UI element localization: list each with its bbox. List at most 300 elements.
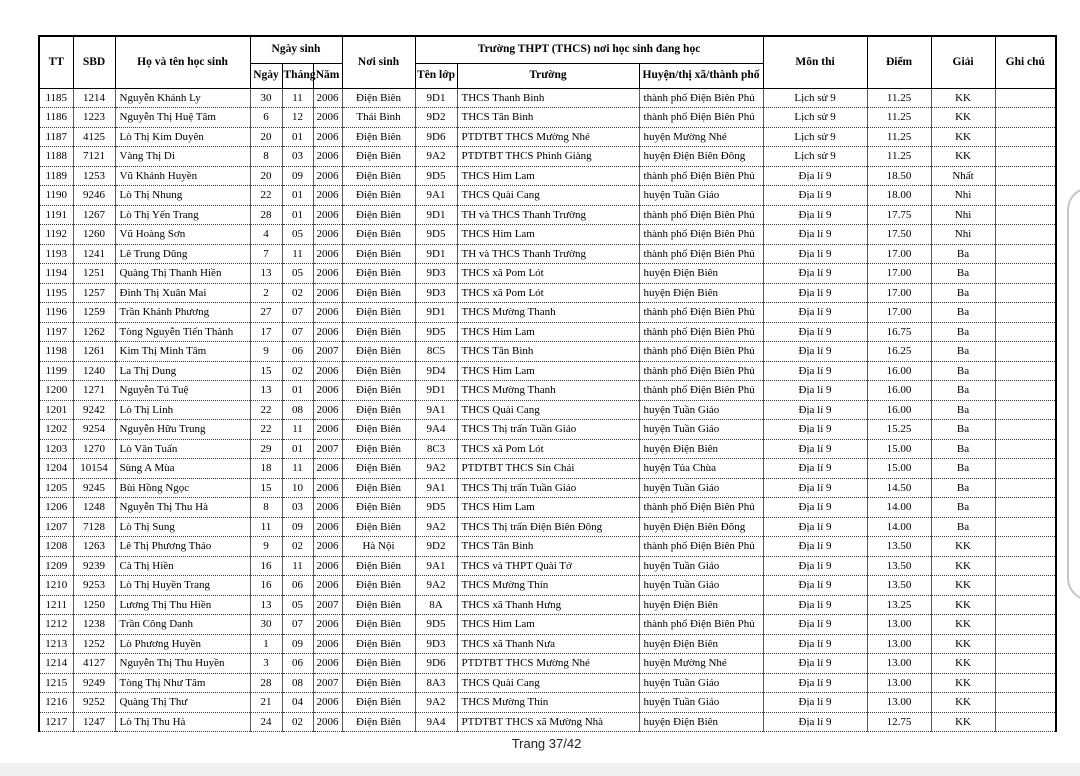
prize-cell: Ba (931, 459, 995, 479)
birth-year-cell: 2006 (313, 225, 342, 245)
birth-month-cell: 09 (282, 166, 313, 186)
birth-month-cell: 05 (282, 264, 313, 284)
class-cell: 9A1 (415, 400, 457, 420)
school-cell: THCS Him Lam (457, 166, 639, 186)
class-cell: 9D1 (415, 88, 457, 108)
table-row (39, 654, 1056, 674)
sbd-cell: 1223 (73, 108, 115, 128)
birth-year-cell: 2006 (313, 147, 342, 167)
name-cell: Trần Công Danh (115, 615, 250, 635)
name-cell: Vũ Hoàng Sơn (115, 225, 250, 245)
birth-day-cell: 28 (250, 205, 282, 225)
sbd-cell: 1257 (73, 283, 115, 303)
school-cell: THCS Thị trấn Điện Biên Đông (457, 517, 639, 537)
tt-cell: 1203 (39, 439, 73, 459)
birth-month-cell: 01 (282, 127, 313, 147)
birthplace-cell: Hà Nội (342, 537, 415, 557)
tt-cell: 1198 (39, 342, 73, 362)
school-cell: THCS Him Lam (457, 615, 639, 635)
prize-cell: KK (931, 556, 995, 576)
subject-cell: Lịch sử 9 (763, 108, 867, 128)
sbd-cell: 10154 (73, 459, 115, 479)
table-row (39, 283, 1056, 303)
birth-day-cell: 21 (250, 693, 282, 713)
subject-cell: Địa lí 9 (763, 420, 867, 440)
prize-cell: Nhất (931, 166, 995, 186)
subject-cell: Địa lí 9 (763, 225, 867, 245)
district-cell: thành phố Điện Biên Phủ (639, 615, 763, 635)
name-cell: Tòng Thị Như Tâm (115, 673, 250, 693)
birthplace-cell: Điện Biên (342, 439, 415, 459)
note-cell (995, 283, 1056, 303)
class-cell: 9D4 (415, 361, 457, 381)
birthplace-cell: Thái Bình (342, 108, 415, 128)
birthplace-cell: Điện Biên (342, 712, 415, 732)
birth-year-cell: 2006 (313, 420, 342, 440)
sbd-cell: 9245 (73, 478, 115, 498)
tt-cell: 1186 (39, 108, 73, 128)
scrollbar-thumb[interactable] (1067, 187, 1080, 601)
birth-year-cell: 2006 (313, 88, 342, 108)
note-cell (995, 498, 1056, 518)
sbd-cell: 9239 (73, 556, 115, 576)
sbd-cell: 1267 (73, 205, 115, 225)
header-school-group: Trường THPT (THCS) nơi học sinh đang học (415, 36, 763, 63)
prize-cell: KK (931, 595, 995, 615)
note-cell (995, 225, 1056, 245)
birth-year-cell: 2006 (313, 693, 342, 713)
note-cell (995, 595, 1056, 615)
prize-cell: Ba (931, 303, 995, 323)
school-cell: PTDTBT THCS Mường Nhé (457, 654, 639, 674)
prize-cell: Nhì (931, 205, 995, 225)
note-cell (995, 147, 1056, 167)
score-cell: 17.00 (867, 264, 931, 284)
class-cell: 9D2 (415, 537, 457, 557)
tt-cell: 1185 (39, 88, 73, 108)
name-cell: Quàng Thị Thanh Hiền (115, 264, 250, 284)
class-cell: 9D3 (415, 283, 457, 303)
school-cell: THCS Him Lam (457, 225, 639, 245)
subject-cell: Địa lí 9 (763, 244, 867, 264)
subject-cell: Địa lí 9 (763, 673, 867, 693)
birth-year-cell: 2006 (313, 322, 342, 342)
score-cell: 14.50 (867, 478, 931, 498)
subject-cell: Lịch sử 9 (763, 127, 867, 147)
tt-cell: 1187 (39, 127, 73, 147)
name-cell: Lò Thị Yến Trang (115, 205, 250, 225)
name-cell: Lê Thị Phương Thảo (115, 537, 250, 557)
table-row (39, 517, 1056, 537)
district-cell: thành phố Điện Biên Phủ (639, 303, 763, 323)
birth-year-cell: 2006 (313, 381, 342, 401)
prize-cell: Ba (931, 342, 995, 362)
tt-cell: 1212 (39, 615, 73, 635)
name-cell: Sùng A Mùa (115, 459, 250, 479)
district-cell: thành phố Điện Biên Phủ (639, 322, 763, 342)
birthplace-cell: Điện Biên (342, 166, 415, 186)
page-number-label: Trang 37/42 (511, 736, 582, 751)
note-cell (995, 576, 1056, 596)
name-cell: Nguyễn Tú Tuệ (115, 381, 250, 401)
note-cell (995, 127, 1056, 147)
table-row (39, 303, 1056, 323)
subject-cell: Địa lí 9 (763, 361, 867, 381)
birth-day-cell: 20 (250, 166, 282, 186)
class-cell: 9D1 (415, 205, 457, 225)
school-cell: THCS Him Lam (457, 498, 639, 518)
subject-cell: Địa lí 9 (763, 264, 867, 284)
birth-month-cell: 09 (282, 517, 313, 537)
birth-year-cell: 2006 (313, 517, 342, 537)
birth-year-cell: 2006 (313, 283, 342, 303)
tt-cell: 1195 (39, 283, 73, 303)
score-cell: 15.00 (867, 439, 931, 459)
sbd-cell: 1270 (73, 439, 115, 459)
birthplace-cell: Điện Biên (342, 127, 415, 147)
note-cell (995, 654, 1056, 674)
birth-month-cell: 02 (282, 283, 313, 303)
tt-cell: 1209 (39, 556, 73, 576)
score-cell: 14.00 (867, 517, 931, 537)
score-cell: 14.00 (867, 498, 931, 518)
district-cell: huyện Điện Biên (639, 712, 763, 732)
prize-cell: KK (931, 108, 995, 128)
school-cell: THCS và THPT Quài Tở (457, 556, 639, 576)
school-cell: THCS Quài Cang (457, 673, 639, 693)
header-birth-group: Ngày sinh (250, 36, 342, 63)
district-cell: thành phố Điện Biên Phủ (639, 244, 763, 264)
birthplace-cell: Điện Biên (342, 283, 415, 303)
score-cell: 17.00 (867, 303, 931, 323)
note-cell (995, 381, 1056, 401)
tt-cell: 1210 (39, 576, 73, 596)
birth-month-cell: 08 (282, 673, 313, 693)
prize-cell: Ba (931, 361, 995, 381)
school-cell: THCS Thị trấn Tuần Giáo (457, 478, 639, 498)
class-cell: 9D3 (415, 634, 457, 654)
tt-cell: 1190 (39, 186, 73, 206)
birthplace-cell: Điện Biên (342, 420, 415, 440)
subject-cell: Địa lí 9 (763, 498, 867, 518)
school-cell: THCS Him Lam (457, 322, 639, 342)
birth-day-cell: 7 (250, 244, 282, 264)
birthplace-cell: Điện Biên (342, 517, 415, 537)
subject-cell: Địa lí 9 (763, 634, 867, 654)
prize-cell: Nhì (931, 225, 995, 245)
district-cell: huyện Mường Nhé (639, 654, 763, 674)
score-cell: 13.00 (867, 615, 931, 635)
birthplace-cell: Điện Biên (342, 576, 415, 596)
class-cell: 9D1 (415, 244, 457, 264)
name-cell: Đinh Thị Xuân Mai (115, 283, 250, 303)
district-cell: thành phố Điện Biên Phủ (639, 108, 763, 128)
sbd-cell: 9253 (73, 576, 115, 596)
table-body (39, 88, 1056, 732)
note-cell (995, 264, 1056, 284)
name-cell: Cà Thị Hiền (115, 556, 250, 576)
score-cell: 13.00 (867, 634, 931, 654)
school-cell: THCS Thị trấn Tuần Giáo (457, 420, 639, 440)
table-row (39, 186, 1056, 206)
note-cell (995, 537, 1056, 557)
birth-year-cell: 2006 (313, 478, 342, 498)
district-cell: huyện Điện Biên (639, 634, 763, 654)
class-cell: 8C5 (415, 342, 457, 362)
tt-cell: 1208 (39, 537, 73, 557)
birth-month-cell: 10 (282, 478, 313, 498)
subject-cell: Địa lí 9 (763, 400, 867, 420)
birth-day-cell: 6 (250, 108, 282, 128)
tt-cell: 1199 (39, 361, 73, 381)
tt-cell: 1194 (39, 264, 73, 284)
table-row (39, 244, 1056, 264)
table-row (39, 498, 1056, 518)
note-cell (995, 693, 1056, 713)
birth-day-cell: 13 (250, 595, 282, 615)
subject-cell: Địa lí 9 (763, 283, 867, 303)
class-cell: 9D5 (415, 498, 457, 518)
birth-year-cell: 2007 (313, 342, 342, 362)
birth-month-cell: 03 (282, 147, 313, 167)
birthplace-cell: Điện Biên (342, 205, 415, 225)
score-cell: 13.00 (867, 673, 931, 693)
prize-cell: KK (931, 615, 995, 635)
bottom-bar (0, 763, 1080, 776)
prize-cell: Ba (931, 244, 995, 264)
prize-cell: Ba (931, 400, 995, 420)
table-row (39, 127, 1056, 147)
class-cell: 8C3 (415, 439, 457, 459)
district-cell: huyện Tuần Giáo (639, 673, 763, 693)
sbd-cell: 7128 (73, 517, 115, 537)
prize-cell: Nhì (931, 186, 995, 206)
class-cell: 9A2 (415, 693, 457, 713)
subject-cell: Địa lí 9 (763, 615, 867, 635)
tt-cell: 1213 (39, 634, 73, 654)
prize-cell: KK (931, 127, 995, 147)
note-cell (995, 400, 1056, 420)
district-cell: thành phố Điện Biên Phủ (639, 342, 763, 362)
school-cell: THCS Quài Cang (457, 186, 639, 206)
birth-month-cell: 02 (282, 537, 313, 557)
note-cell (995, 712, 1056, 732)
sbd-cell: 1252 (73, 634, 115, 654)
class-cell: 9D5 (415, 322, 457, 342)
district-cell: huyện Tuần Giáo (639, 186, 763, 206)
birth-day-cell: 22 (250, 186, 282, 206)
sbd-cell: 1240 (73, 361, 115, 381)
sbd-cell: 7121 (73, 147, 115, 167)
tt-cell: 1189 (39, 166, 73, 186)
sbd-cell: 1253 (73, 166, 115, 186)
birthplace-cell: Điện Biên (342, 342, 415, 362)
birthplace-cell: Điện Biên (342, 498, 415, 518)
school-cell: THCS Him Lam (457, 361, 639, 381)
score-cell: 17.75 (867, 205, 931, 225)
class-cell: 9D6 (415, 654, 457, 674)
note-cell (995, 322, 1056, 342)
class-cell: 9A1 (415, 186, 457, 206)
school-cell: THCS xã Pom Lót (457, 283, 639, 303)
district-cell: thành phố Điện Biên Phủ (639, 166, 763, 186)
birth-year-cell: 2006 (313, 537, 342, 557)
prize-cell: KK (931, 673, 995, 693)
birth-month-cell: 06 (282, 654, 313, 674)
birthplace-cell: Điện Biên (342, 693, 415, 713)
header-district: Huyện/thị xã/thành phố (639, 63, 763, 88)
table-row (39, 225, 1056, 245)
birthplace-cell: Điện Biên (342, 654, 415, 674)
score-cell: 16.00 (867, 381, 931, 401)
birth-year-cell: 2006 (313, 127, 342, 147)
class-cell: 9D1 (415, 303, 457, 323)
sbd-cell: 1247 (73, 712, 115, 732)
birth-day-cell: 18 (250, 459, 282, 479)
district-cell: huyện Tủa Chùa (639, 459, 763, 479)
school-cell: TH và THCS Thanh Trường (457, 244, 639, 264)
tt-cell: 1191 (39, 205, 73, 225)
note-cell (995, 108, 1056, 128)
class-cell: 9D5 (415, 225, 457, 245)
sbd-cell: 9246 (73, 186, 115, 206)
birthplace-cell: Điện Biên (342, 400, 415, 420)
district-cell: thành phố Điện Biên Phủ (639, 361, 763, 381)
note-cell (995, 361, 1056, 381)
class-cell: 9D6 (415, 127, 457, 147)
birth-day-cell: 13 (250, 264, 282, 284)
school-cell: THCS Mường Thín (457, 693, 639, 713)
sbd-cell: 1271 (73, 381, 115, 401)
birth-day-cell: 11 (250, 517, 282, 537)
school-cell: PTDTBT THCS Phình Giàng (457, 147, 639, 167)
score-cell: 16.00 (867, 400, 931, 420)
table-row (39, 166, 1056, 186)
school-cell: THCS Thanh Bình (457, 88, 639, 108)
birth-month-cell: 01 (282, 381, 313, 401)
table-row (39, 439, 1056, 459)
birthplace-cell: Điện Biên (342, 634, 415, 654)
school-cell: THCS Tân Bình (457, 108, 639, 128)
sbd-cell: 9252 (73, 693, 115, 713)
birth-year-cell: 2006 (313, 303, 342, 323)
table-row (39, 361, 1056, 381)
header-day: Ngày (250, 63, 282, 88)
district-cell: huyện Điện Biên (639, 595, 763, 615)
table-row (39, 556, 1056, 576)
subject-cell: Địa lí 9 (763, 576, 867, 596)
birth-year-cell: 2006 (313, 654, 342, 674)
birth-day-cell: 1 (250, 634, 282, 654)
subject-cell: Địa lí 9 (763, 439, 867, 459)
birth-year-cell: 2006 (313, 498, 342, 518)
score-cell: 11.25 (867, 127, 931, 147)
birth-year-cell: 2006 (313, 459, 342, 479)
tt-cell: 1202 (39, 420, 73, 440)
score-cell: 18.00 (867, 186, 931, 206)
header-prize: Giải (931, 36, 995, 88)
sbd-cell: 1238 (73, 615, 115, 635)
birth-year-cell: 2007 (313, 673, 342, 693)
school-cell: THCS Mường Thanh (457, 381, 639, 401)
birth-day-cell: 17 (250, 322, 282, 342)
table-row (39, 205, 1056, 225)
district-cell: thành phố Điện Biên Phủ (639, 225, 763, 245)
tt-cell: 1197 (39, 322, 73, 342)
class-cell: 9A4 (415, 420, 457, 440)
district-cell: huyện Tuần Giáo (639, 556, 763, 576)
district-cell: thành phố Điện Biên Phủ (639, 205, 763, 225)
birth-day-cell: 16 (250, 556, 282, 576)
prize-cell: KK (931, 654, 995, 674)
sbd-cell: 1263 (73, 537, 115, 557)
birth-day-cell: 2 (250, 283, 282, 303)
birthplace-cell: Điện Biên (342, 244, 415, 264)
name-cell: Kim Thị Minh Tâm (115, 342, 250, 362)
prize-cell: KK (931, 147, 995, 167)
tt-cell: 1201 (39, 400, 73, 420)
score-cell: 13.25 (867, 595, 931, 615)
sbd-cell: 9249 (73, 673, 115, 693)
sbd-cell: 1259 (73, 303, 115, 323)
birthplace-cell: Điện Biên (342, 615, 415, 635)
birth-day-cell: 27 (250, 303, 282, 323)
results-table (38, 35, 1057, 732)
birth-month-cell: 02 (282, 361, 313, 381)
tt-cell: 1196 (39, 303, 73, 323)
score-cell: 11.25 (867, 108, 931, 128)
subject-cell: Địa lí 9 (763, 459, 867, 479)
name-cell: Nguyễn Hữu Trung (115, 420, 250, 440)
birth-year-cell: 2006 (313, 205, 342, 225)
results-table-container (38, 35, 1055, 732)
birth-day-cell: 16 (250, 576, 282, 596)
score-cell: 13.50 (867, 576, 931, 596)
tt-cell: 1211 (39, 595, 73, 615)
subject-cell: Địa lí 9 (763, 556, 867, 576)
birth-month-cell: 12 (282, 108, 313, 128)
header-year: Năm (313, 63, 342, 88)
tt-cell: 1188 (39, 147, 73, 167)
table-row (39, 88, 1056, 108)
prize-cell: KK (931, 88, 995, 108)
note-cell (995, 439, 1056, 459)
prize-cell: Ba (931, 420, 995, 440)
subject-cell: Địa lí 9 (763, 186, 867, 206)
birth-day-cell: 8 (250, 498, 282, 518)
birth-month-cell: 01 (282, 205, 313, 225)
name-cell: Lê Trung Dũng (115, 244, 250, 264)
tt-cell: 1205 (39, 478, 73, 498)
table-row (39, 673, 1056, 693)
subject-cell: Địa lí 9 (763, 381, 867, 401)
table-row (39, 420, 1056, 440)
name-cell: Lò Thị Sung (115, 517, 250, 537)
school-cell: THCS Quài Cang (457, 400, 639, 420)
birth-year-cell: 2006 (313, 615, 342, 635)
birthplace-cell: Điện Biên (342, 673, 415, 693)
subject-cell: Địa lí 9 (763, 654, 867, 674)
school-cell: PTDTBT THCS xã Mường Nhà (457, 712, 639, 732)
name-cell: Nguyễn Thị Thu Huyền (115, 654, 250, 674)
birth-year-cell: 2006 (313, 244, 342, 264)
birth-month-cell: 05 (282, 595, 313, 615)
table-row (39, 400, 1056, 420)
birthplace-cell: Điện Biên (342, 381, 415, 401)
school-cell: THCS Mường Thín (457, 576, 639, 596)
school-cell: PTDTBT THCS Mường Nhé (457, 127, 639, 147)
district-cell: thành phố Điện Biên Phủ (639, 537, 763, 557)
